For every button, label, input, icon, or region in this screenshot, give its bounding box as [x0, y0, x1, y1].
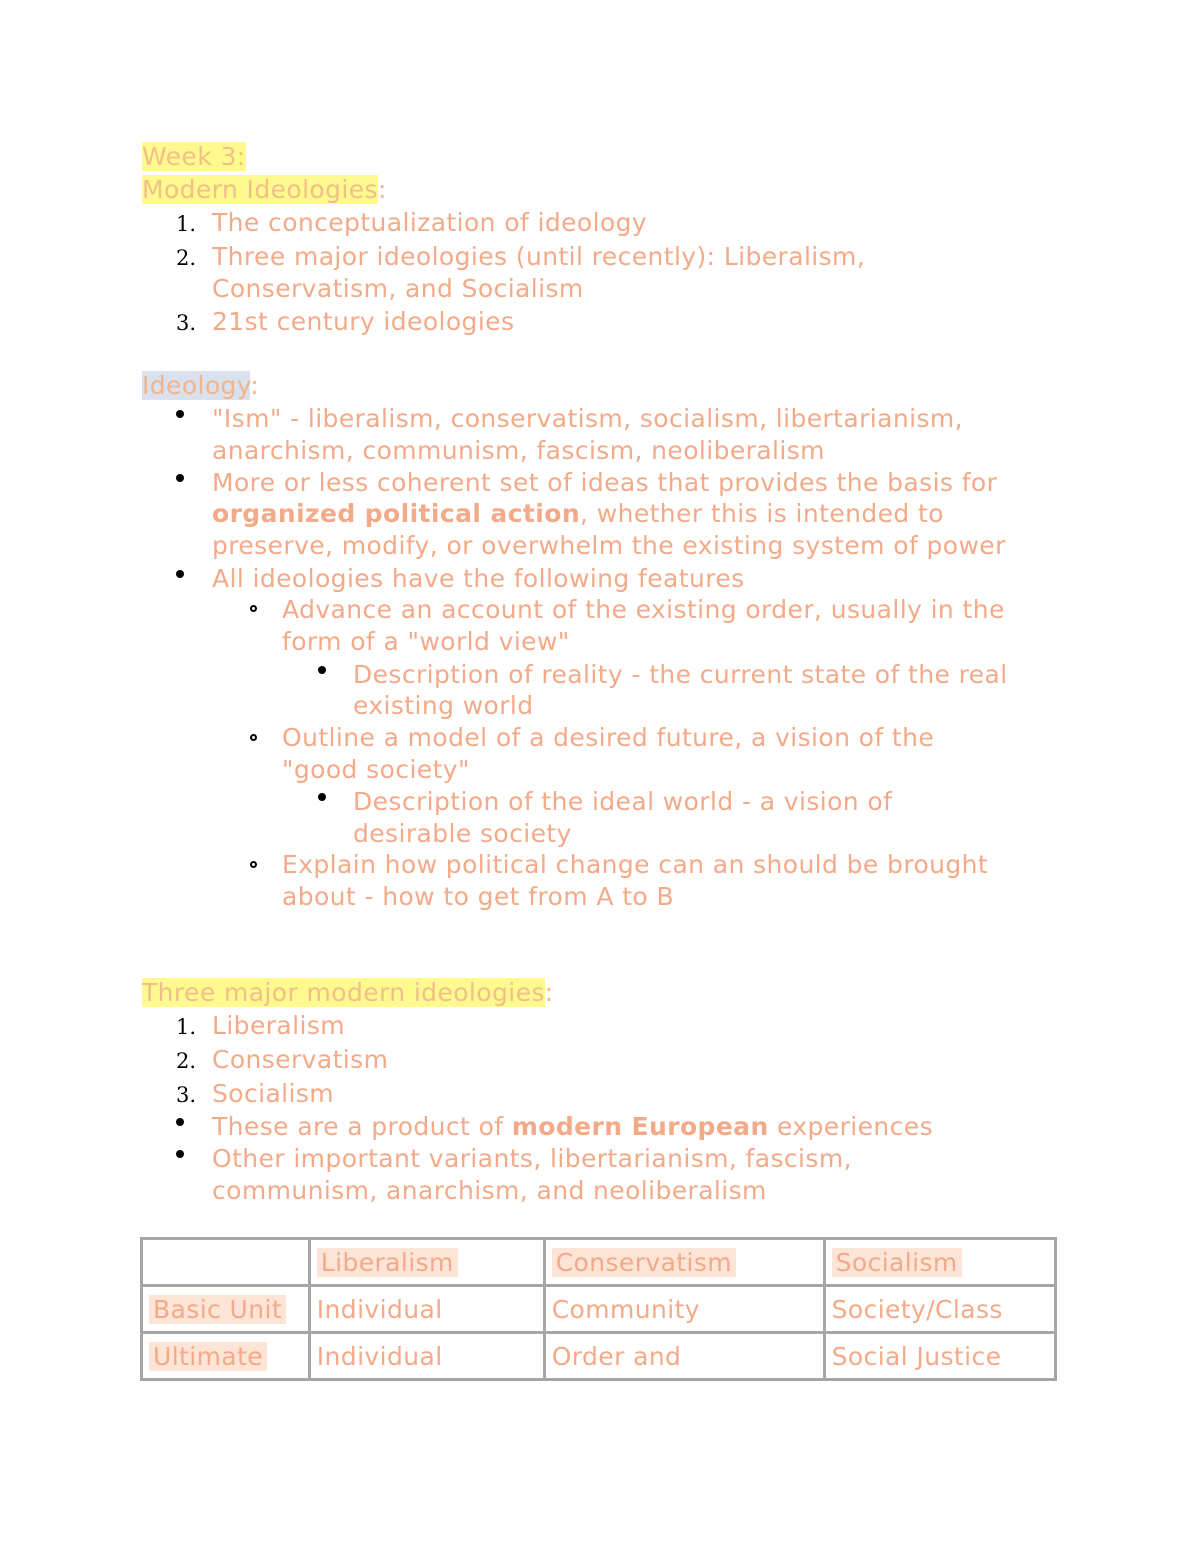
- ideologies-table: [140, 1237, 1057, 1381]
- hollow-bullet-icon: [250, 861, 257, 868]
- sub-bullet-item: Outline a model of a desired future, a vision of the: [282, 723, 935, 752]
- bullet-item: Other important variants, libertarianism, fascism,: [212, 1144, 852, 1173]
- bullet-icon: [318, 793, 326, 801]
- list-number: 1.: [176, 1015, 197, 1039]
- list-number: 3.: [176, 311, 197, 335]
- list-item-continued: Conservatism, and Socialism: [212, 274, 584, 303]
- row-label: Ultimate: [149, 1342, 267, 1371]
- bullet-item: More or less coherent set of ideas that provides the basis for: [212, 468, 998, 497]
- header-label: Socialism: [832, 1248, 962, 1277]
- week-label: Week 3:: [142, 142, 246, 171]
- colon: :: [250, 371, 260, 400]
- list-number: 2.: [176, 246, 197, 270]
- sub-sub-bullet-item-continued: existing world: [353, 691, 534, 720]
- bold-phrase: organized political action: [212, 499, 581, 528]
- table-row-header: [142, 1286, 310, 1333]
- list-number: 1.: [176, 212, 197, 236]
- table-row: [142, 1286, 1056, 1333]
- section-title-three-ideologies: [142, 977, 554, 1009]
- bold-phrase: modern European: [511, 1112, 769, 1141]
- bullet-item: "Ism" - liberalism, conservatism, socialism, libertarianism,: [212, 404, 963, 433]
- table-header-cell: [544, 1239, 824, 1286]
- list-item: Three major ideologies (until recently): Liberalism,: [212, 242, 866, 271]
- bullet-icon: [176, 474, 184, 482]
- list-item: Conservatism: [212, 1045, 389, 1074]
- sub-bullet-item-continued: about - how to get from A to B: [282, 882, 674, 911]
- bullet-item: [212, 1111, 933, 1143]
- table-header-cell: [824, 1239, 1055, 1286]
- text-span: These are a product of: [212, 1112, 512, 1141]
- list-number: 2.: [176, 1049, 197, 1073]
- table-cell-empty: [142, 1239, 310, 1286]
- list-item: The conceptualization of ideology: [212, 208, 648, 237]
- table-row: [142, 1333, 1056, 1380]
- header-label: Conservatism: [552, 1248, 736, 1277]
- bullet-icon: [176, 570, 184, 578]
- table-cell: Community: [544, 1286, 824, 1333]
- table-header-cell: [309, 1239, 544, 1286]
- bullet-icon: [176, 1150, 184, 1158]
- colon: :: [377, 175, 387, 204]
- table-cell: Social Justice: [824, 1333, 1055, 1380]
- sub-sub-bullet-item: Description of the ideal world - a vision of: [353, 787, 893, 816]
- header-label: Liberalism: [317, 1248, 458, 1277]
- sub-bullet-item-continued: form of a "world view": [282, 627, 570, 656]
- week-heading: [142, 141, 246, 173]
- hollow-bullet-icon: [250, 734, 257, 741]
- bullet-item-continued: anarchism, communism, fascism, neoliberalism: [212, 436, 825, 465]
- sub-sub-bullet-item-continued: desirable society: [353, 819, 572, 848]
- table-cell: Individual: [309, 1333, 544, 1380]
- colon: :: [544, 978, 554, 1007]
- section-title-text: Three major modern ideologies: [142, 978, 545, 1007]
- list-item: Liberalism: [212, 1011, 345, 1040]
- table-header-row: [142, 1239, 1056, 1286]
- list-item: Socialism: [212, 1079, 335, 1108]
- bullet-icon: [176, 410, 184, 418]
- bullet-item-continued: preserve, modify, or overwhelm the existing system of power: [212, 531, 1006, 560]
- sub-bullet-item-continued: "good society": [282, 755, 470, 784]
- list-number: 3.: [176, 1083, 197, 1107]
- section-title-text: Modern Ideologies: [142, 175, 378, 204]
- bullet-item-continued: [212, 498, 944, 530]
- sub-bullet-item: Explain how political change can an should be brought: [282, 850, 989, 879]
- table-cell: Order and: [544, 1333, 824, 1380]
- bullet-item-continued: communism, anarchism, and neoliberalism: [212, 1176, 767, 1205]
- sub-bullet-item: Advance an account of the existing order, usually in the: [282, 595, 1005, 624]
- bullet-icon: [318, 666, 326, 674]
- row-label: Basic Unit: [149, 1295, 286, 1324]
- section-title-modern-ideologies: [142, 174, 387, 206]
- section-title-ideology: [142, 370, 259, 402]
- sub-sub-bullet-item: Description of reality - the current state of the real: [353, 660, 1008, 689]
- text-span: , whether this is intended to: [580, 499, 944, 528]
- bullet-item: All ideologies have the following features: [212, 564, 745, 593]
- text-span: experiences: [768, 1112, 933, 1141]
- table-cell: Individual: [309, 1286, 544, 1333]
- hollow-bullet-icon: [250, 605, 257, 612]
- section-title-text: Ideology: [142, 371, 251, 400]
- bullet-icon: [176, 1118, 184, 1126]
- table-row-header: [142, 1333, 310, 1380]
- table-cell: Society/Class: [824, 1286, 1055, 1333]
- list-item: 21st century ideologies: [212, 307, 515, 336]
